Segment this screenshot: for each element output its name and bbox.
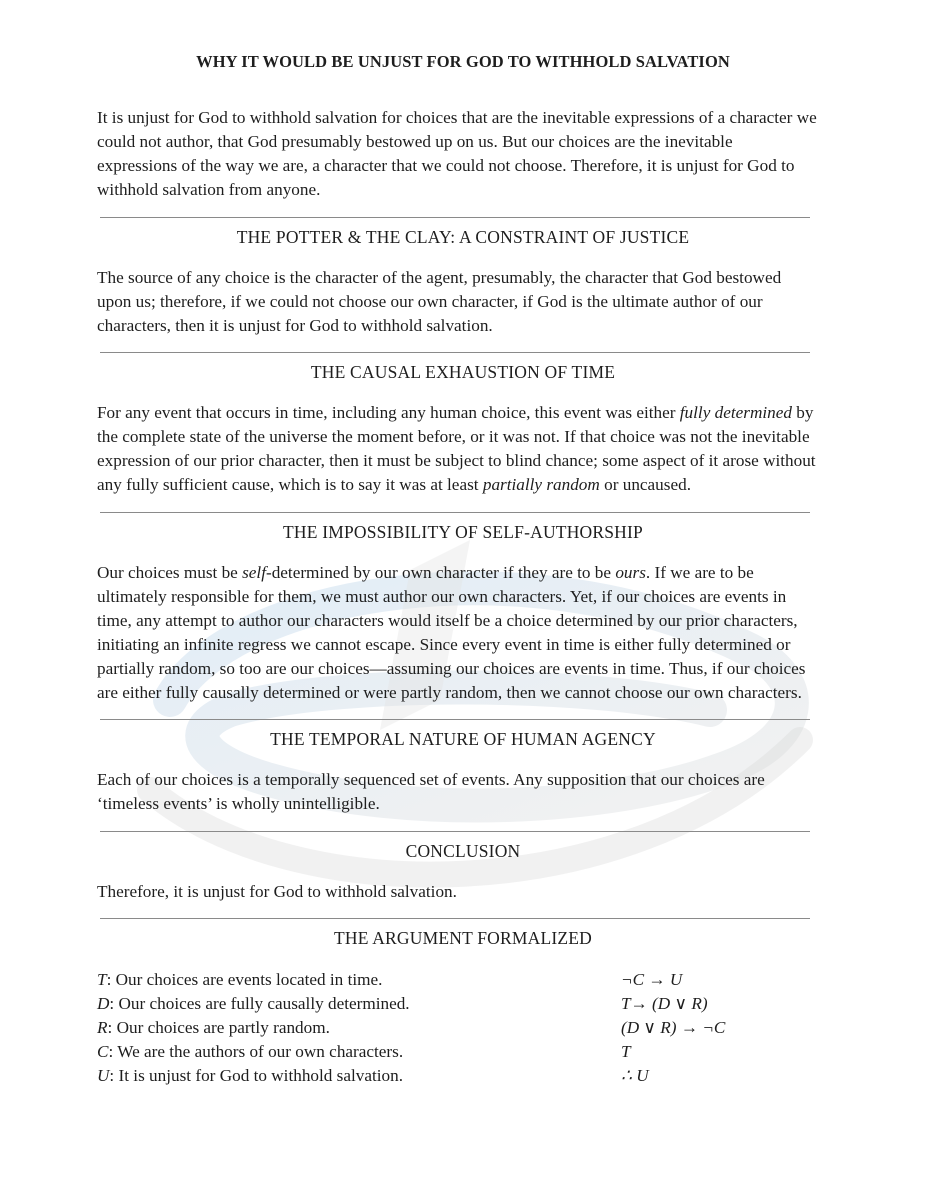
formal-premise: T xyxy=(621,1042,631,1061)
document-title: WHY IT WOULD BE UNJUST FOR GOD TO WITHHOLD SALVATION xyxy=(196,52,730,71)
emphasis-text: self xyxy=(242,563,266,582)
section-heading-temporal-agency: THE TEMPORAL NATURE OF HUMAN AGENCY xyxy=(270,729,656,749)
section-heading-conclusion: CONCLUSION xyxy=(405,841,521,861)
formal-premise: (D ∨ R) → ¬C xyxy=(621,1018,726,1037)
section-heading-potter-clay: THE POTTER & THE CLAY: A CONSTRAINT OF JUSTICE xyxy=(236,227,690,247)
divider xyxy=(100,719,810,720)
section-body-potter-clay: The source of any choice is the character of the agent, presumably, the character that God bestowed upon us; therefore, if we could not choose our own character, if God is the ultimate author of our characters, then it is unjust for God to withhold salvation. xyxy=(97,268,782,335)
section-body-causal-exhaustion: For any event that occurs in time, including any human choice, this event was either fully determined by the complete state of the universe the moment before, or it was not. If that choice was not the inevitable expression of our prior character, then it must be subject to blind chance; some aspect of it arose without any fully sufficient cause, which is to say it was at least partially random or uncaused. xyxy=(97,403,816,494)
divider xyxy=(100,352,810,353)
formal-definition: T: Our choices are events located in time. xyxy=(97,970,383,989)
divider xyxy=(100,831,810,832)
formal-row xyxy=(97,1064,817,1088)
section-heading-formalized: THE ARGUMENT FORMALIZED xyxy=(333,928,593,948)
section-body-temporal-agency: Each of our choices is a temporally sequenced set of events. Any supposition that our choices are ‘timeless events’ is wholly unintelligible. xyxy=(97,770,765,813)
formal-premise: ¬C → U xyxy=(621,970,683,989)
section-body-self-authorship: Our choices must be self-determined by our own character if they are to be ours. If we are to be ultimately responsible for them, we must author our own characters. Yet, if our choices are events in time, any attempt to author our characters would itself be a choice determined by our prior characters, initiating an infinite regress we cannot escape. Since every event in time is either fully determined or partially random, so too are our choices—assuming our choices are events in time. Thus, if our choices are either fully causally determined or were partly random, then we cannot choose our own characters. xyxy=(97,563,806,702)
formal-definition: U: It is unjust for God to withhold salvation. xyxy=(97,1066,404,1085)
intro-paragraph: It is unjust for God to withhold salvation for choices that are the inevitable expressions of a character we could not author, that God presumably bestowed up on us. But our choices are the inevitable expressions of the way we are, a character that we could not choose. Therefore, it is unjust for God to withhold salvation from anyone. xyxy=(97,108,817,199)
formal-definition: R: Our choices are partly random. xyxy=(97,1018,330,1037)
formal-row xyxy=(97,968,817,992)
formal-premise: T→ (D ∨ R) xyxy=(621,994,708,1013)
emphasis-text: fully determined xyxy=(679,403,792,422)
formal-definition: C: We are the authors of our own characters. xyxy=(97,1042,404,1061)
emphasis-text: ours xyxy=(615,563,646,582)
section-heading-causal-exhaustion: THE CAUSAL EXHAUSTION OF TIME xyxy=(310,362,616,382)
divider xyxy=(100,512,810,513)
section-body-conclusion: Therefore, it is unjust for God to withhold salvation. xyxy=(97,882,457,901)
formal-definition: D: Our choices are fully causally determined. xyxy=(97,994,410,1013)
emphasis-text: partially random xyxy=(482,475,600,494)
divider xyxy=(100,918,810,919)
section-heading-self-authorship: THE IMPOSSIBILITY OF SELF-AUTHORSHIP xyxy=(283,522,643,542)
formal-row xyxy=(97,1040,817,1064)
formal-row xyxy=(97,1016,817,1040)
formal-premise: ∴ U xyxy=(621,1066,649,1085)
formal-row xyxy=(97,992,817,1016)
divider xyxy=(100,217,810,218)
